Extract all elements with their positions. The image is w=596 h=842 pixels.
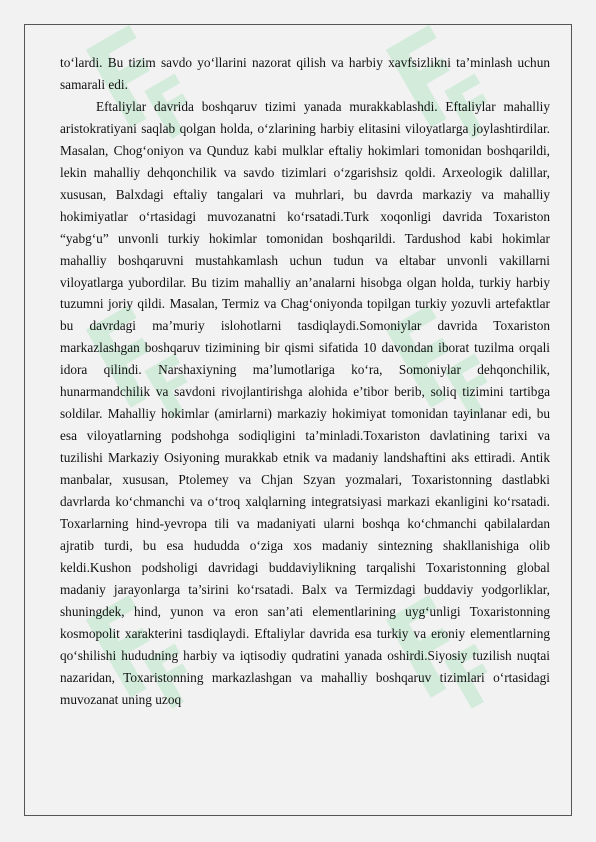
paragraph-1: to‘lardi. Bu tizim savdo yo‘llarini nazorat qilish va harbiy xavfsizlikni ta’minlash uchun samarali edi.: [60, 55, 550, 92]
body-text: [60, 52, 550, 711]
paragraph-2: Eftaliylar davrida boshqaruv tizimi yanada murakkablashdi. Eftaliylar mahalliy aristokratiyani saqlab qolgan holda, o‘zlarining harbiy elitasini viloyatlarga joylashtirdilar. Masalan, Chog‘oniyon va Qunduz kabi mulklar eftaliy hokimlari tomonidan boshqarildi, lekin mahalliy dehqonchilik va savdo tizimlari o‘zgarishsiz qoldi. Arxeologik dalillar, xususan, Balxdagi eftaliy tangalari va muhrlari, bu davrda markaziy va mahalliy hokimiyatlar o‘rtasidagi muvozanatni ko‘rsatadi.Turk xoqonligi davrida Toxariston “yabg‘u” unvonli turkiy hokimlar tomonidan boshqarildi. Tardushod kabi hokimlar mahalliy boshqaruvni mustahkamlash uchun tudun va eltabar unvonli vakillarni viloyatlarga yubordilar. Bu tizim mahalliy an’analarni hisobga olgan holda, turkiy harbiy tuzumni joriy qildi. Masalan, Termiz va Chag‘oniyonda topilgan turkiy yozuvli artefaktlar bu davrdagi ma’muriy islohotlarni tasdiqlaydi.Somoniylar davrida Toxariston markazlashgan boshqaruv tizimining bir qismi sifatida 10 davondan iborat tuzilma orqali idora qilindi. Narshaxiyning ma’lumotlariga ko‘ra, Somoniylar dehqonchilik, hunarmandchilik va savdoni rivojlantirishga alohida e’tibor berib, soliq tizimini tartibga soldilar. Mahalliy hokimlar (amirlarni) markaziy hokimiyat tomonidan tayinlanar edi, bu esa viloyatlarning podshohga sodiqligini ta’minladi.Toxariston davlatining tarixi va tuzilishi Markaziy Osiyoning murakkab etnik va madaniy landshaftini aks ettiradi. Antik manbalar, xususan, Ptolemey va Chjan Szyan yozmalari, Toxaristonning dastlabki davrlarda ko‘chmanchi va o‘troq xalqlarning integratsiyasi markazi ekanligini ko‘rsatadi. Toxarlarning hind-yevropa tili va madaniyati ularni boshqa ko‘chmanchi qabilalardan ajratib turdi, bu esa hududda o‘ziga xos madaniy sintezning shakllanishiga olib keldi.Kushon podsholigi davridagi buddaviylikning tarqalishi Toxaristonning global madaniy jarayonlarga ta’sirini ko‘rsatadi. Balx va Termizdagi buddaviy yodgorliklar, shuningdek, hind, yunon va eron san’ati elementlarining uyg‘unligi Toxaristonning kosmopolit xarakterini tasdiqlaydi. Eftaliylar davrida esa turkiy va eroniy elementlarning qo‘shilishi hududning harbiy va iqtisodiy qudratini yanada oshirdi.Siyosiy tuzilish nuqtai nazaridan, Toxaristonning markazlashgan va mahalliy boshqaruv tizimlari o‘rtasidagi muvozanat uning uzoq: [60, 98, 550, 707]
